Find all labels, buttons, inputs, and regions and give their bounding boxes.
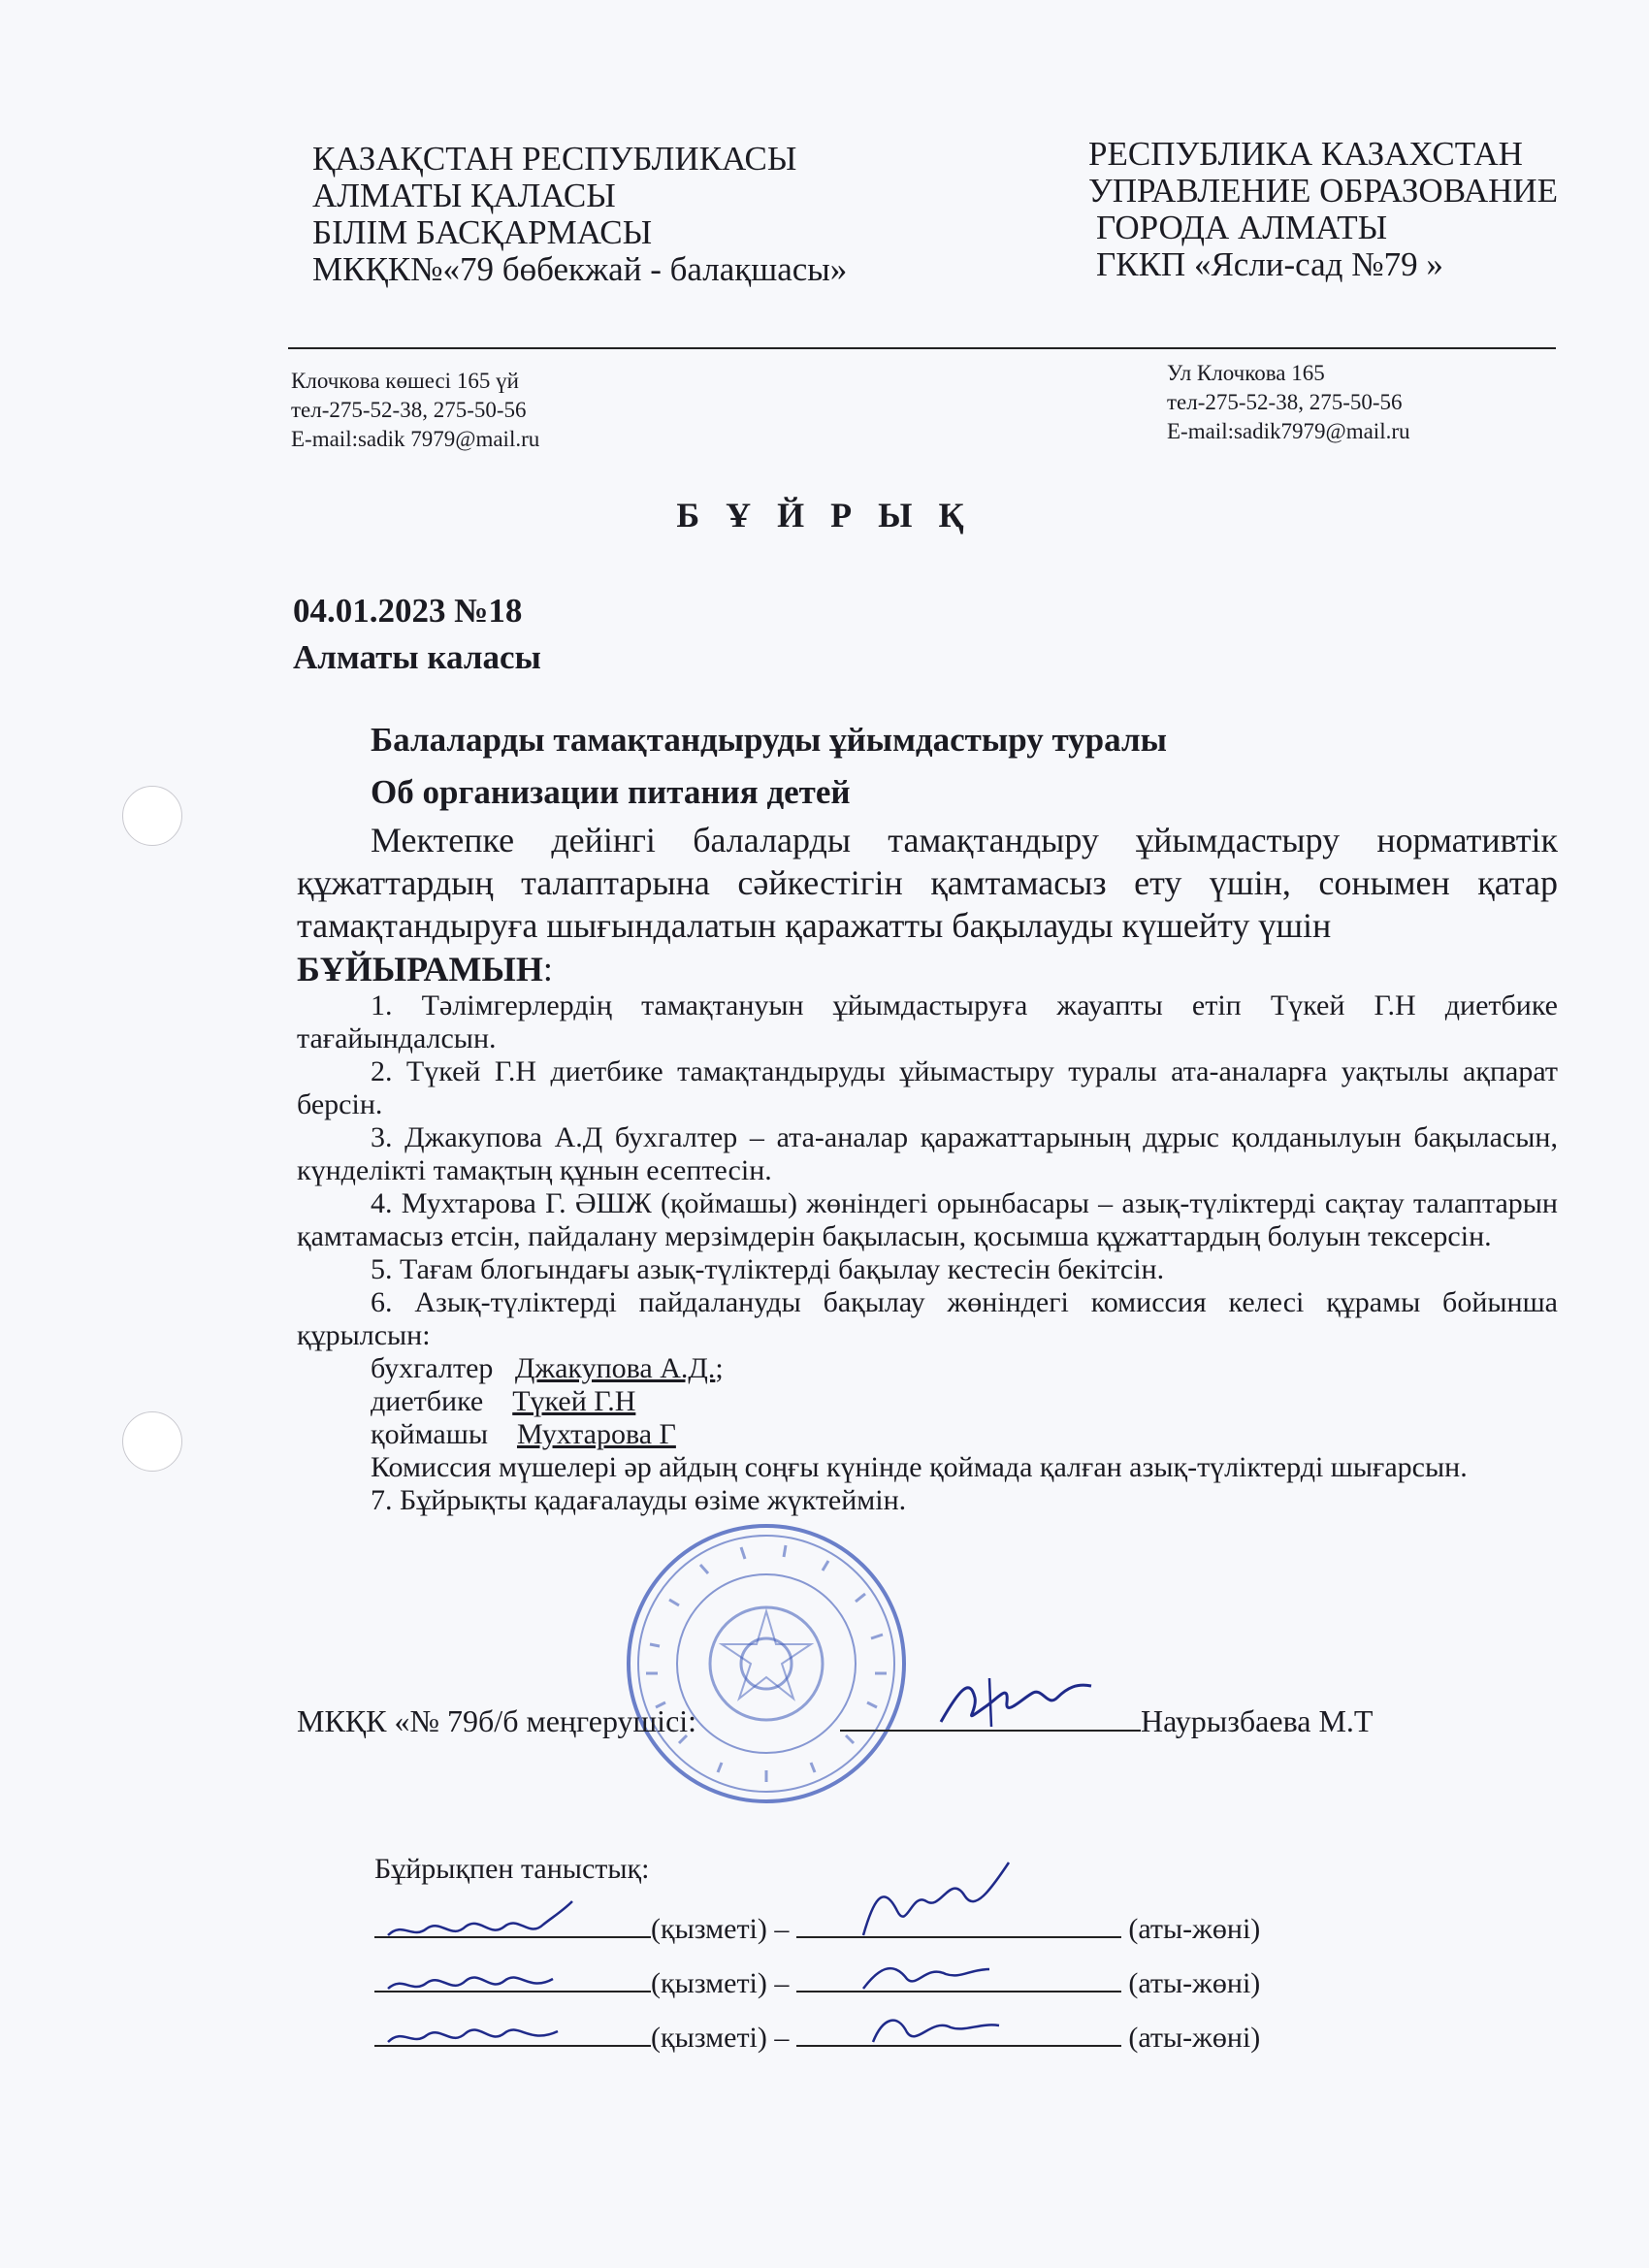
- document-title: Б Ұ Й Р Ы Қ: [676, 496, 973, 535]
- order-item: 1. Тәлімгерлердің тамақтануын ұйымдастыруға жауапты етіп Түкей Г.Н диетбике тағайындалсын.: [297, 989, 1558, 1054]
- commission-name: Джакупова А.Д.: [514, 1352, 716, 1384]
- commission-member: [297, 1418, 1558, 1451]
- subject-ru: Об организации питания детей: [371, 773, 851, 811]
- signature-name: Наурызбаева М.Т: [1141, 1703, 1374, 1738]
- order-item: 4. Мухтарова Г. ӘШЖ (қоймашы) жөніндегі орынбасары – азық-түліктерді сақтау талаптарын қамтамасыз етсін, пайдалану мерзімдерін бақыласын, қосымша құжаттардың болуын тексерсін.: [297, 1187, 1558, 1252]
- order-colon: :: [542, 950, 553, 988]
- acquaint-title: Бұйрықпен таныстық:: [374, 1853, 650, 1885]
- header-left-line: БІЛІМ БАСҚАРМАСЫ: [312, 213, 653, 251]
- address-left-line: E-mail:sadik 7979@mail.ru: [291, 427, 540, 451]
- order-word-text: БҰЙЫРАМЫН: [297, 950, 543, 988]
- header-divider: [288, 347, 1556, 349]
- header-left-line: ҚАЗАҚСТАН РЕСПУБЛИКАСЫ: [312, 140, 797, 178]
- city: Алматы каласы: [293, 638, 541, 676]
- order-item: 3. Джакупова А.Д бухгалтер – ата-аналар қаражаттарының дұрыс қолданылуын бақыласын, күнделікті тамақтың құнын есептесін.: [297, 1121, 1558, 1186]
- commission-role: диетбике: [371, 1385, 484, 1417]
- acquaint-name: (аты-жөні): [1128, 1967, 1261, 1999]
- order-item: 5. Тағам блогындағы азық-түліктерді бақылау кестесін бекітсін.: [371, 1253, 1165, 1285]
- header-left: [312, 141, 847, 288]
- commission-suffix: ;: [715, 1352, 724, 1384]
- director-signature-image: [931, 1669, 1106, 1736]
- order-item: 7. Бұйрықты қадағалауды өзіме жүктеймін.: [371, 1484, 907, 1516]
- order-items: [297, 989, 1558, 1517]
- header-right-line: ГККП «Ясли-сад №79 »: [1096, 245, 1443, 283]
- commission-note: Комиссия мүшелері әр айдың соңғы күнінде қоймада қалған азық-түліктерді шығарсын.: [371, 1451, 1468, 1483]
- commission-role: қоймашы: [371, 1418, 488, 1450]
- acquaint-post: (қызметі) –: [651, 2022, 790, 2054]
- punch-hole-bottom: [122, 1411, 182, 1472]
- header-right: [1088, 136, 1558, 283]
- preamble: [297, 819, 1558, 947]
- acquaint-post: (қызметі) –: [651, 1913, 790, 1945]
- address-left-line: тел-275-52-38, 275-50-56: [291, 398, 527, 422]
- commission-member: [297, 1385, 1558, 1418]
- acquaint-name: (аты-жөні): [1128, 1913, 1261, 1945]
- order-item: 2. Түкей Г.Н диетбике тамақтандыруды ұйымастыру туралы ата-аналарға уақтылы ақпарат берсін.: [297, 1055, 1558, 1120]
- date-number: 04.01.2023 №18: [293, 592, 523, 630]
- order-word: [297, 949, 553, 989]
- order-item: 6. Азық-түліктерді пайдалануды бақылау жөніндегі комиссия келесі құрамы бойынша құрылсын:: [297, 1286, 1558, 1351]
- address-right: [1167, 359, 1410, 446]
- signature-position: МКҚК «№ 79б/б меңгерушісі:: [297, 1703, 697, 1738]
- preamble-text: Мектепке дейінгі балаларды тамақтандыру ұйымдастыру нормативтік құжаттардың талаптарына сәйкестігін қамтамасыз ету үшін, сонымен қатар тамақтандыруға шығындалатын қаражатты бақылауды күшейту үшін: [297, 821, 1558, 945]
- header-right-line: УПРАВЛЕНИЕ ОБРАЗОВАНИЕ: [1088, 172, 1559, 210]
- header-right-line: ГОРОДА АЛМАТЫ: [1096, 209, 1388, 246]
- commission-name: Түкей Г.Н: [512, 1385, 636, 1417]
- punch-hole-top: [122, 786, 182, 846]
- official-seal: [621, 1518, 912, 1809]
- commission-member: [297, 1352, 1558, 1385]
- header-left-line: МКҚК№«79 бөбекжай - балақшасы»: [312, 250, 848, 288]
- subject-kz: Балаларды тамақтандыруды ұйымдастыру туралы: [371, 721, 1167, 759]
- acquaint-name: (аты-жөні): [1128, 2022, 1261, 2054]
- address-right-line: E-mail:sadik7979@mail.ru: [1167, 419, 1410, 443]
- header-left-line: АЛМАТЫ ҚАЛАСЫ: [312, 177, 616, 214]
- address-right-line: Ул Клочкова 165: [1167, 361, 1325, 385]
- address-left-line: Клочкова көшесі 165 үй: [291, 369, 519, 393]
- header-right-line: РЕСПУБЛИКА КАЗАХСТАН: [1088, 135, 1523, 173]
- handwritten-entries: [369, 1843, 1164, 2076]
- commission-role: бухгалтер: [371, 1352, 494, 1384]
- commission-name: Мухтарова Г: [516, 1418, 676, 1450]
- address-right-line: тел-275-52-38, 275-50-56: [1167, 390, 1403, 414]
- address-left: [291, 367, 539, 454]
- signature-block: [297, 1703, 1373, 1739]
- acquaint-post: (қызметі) –: [651, 1967, 790, 1999]
